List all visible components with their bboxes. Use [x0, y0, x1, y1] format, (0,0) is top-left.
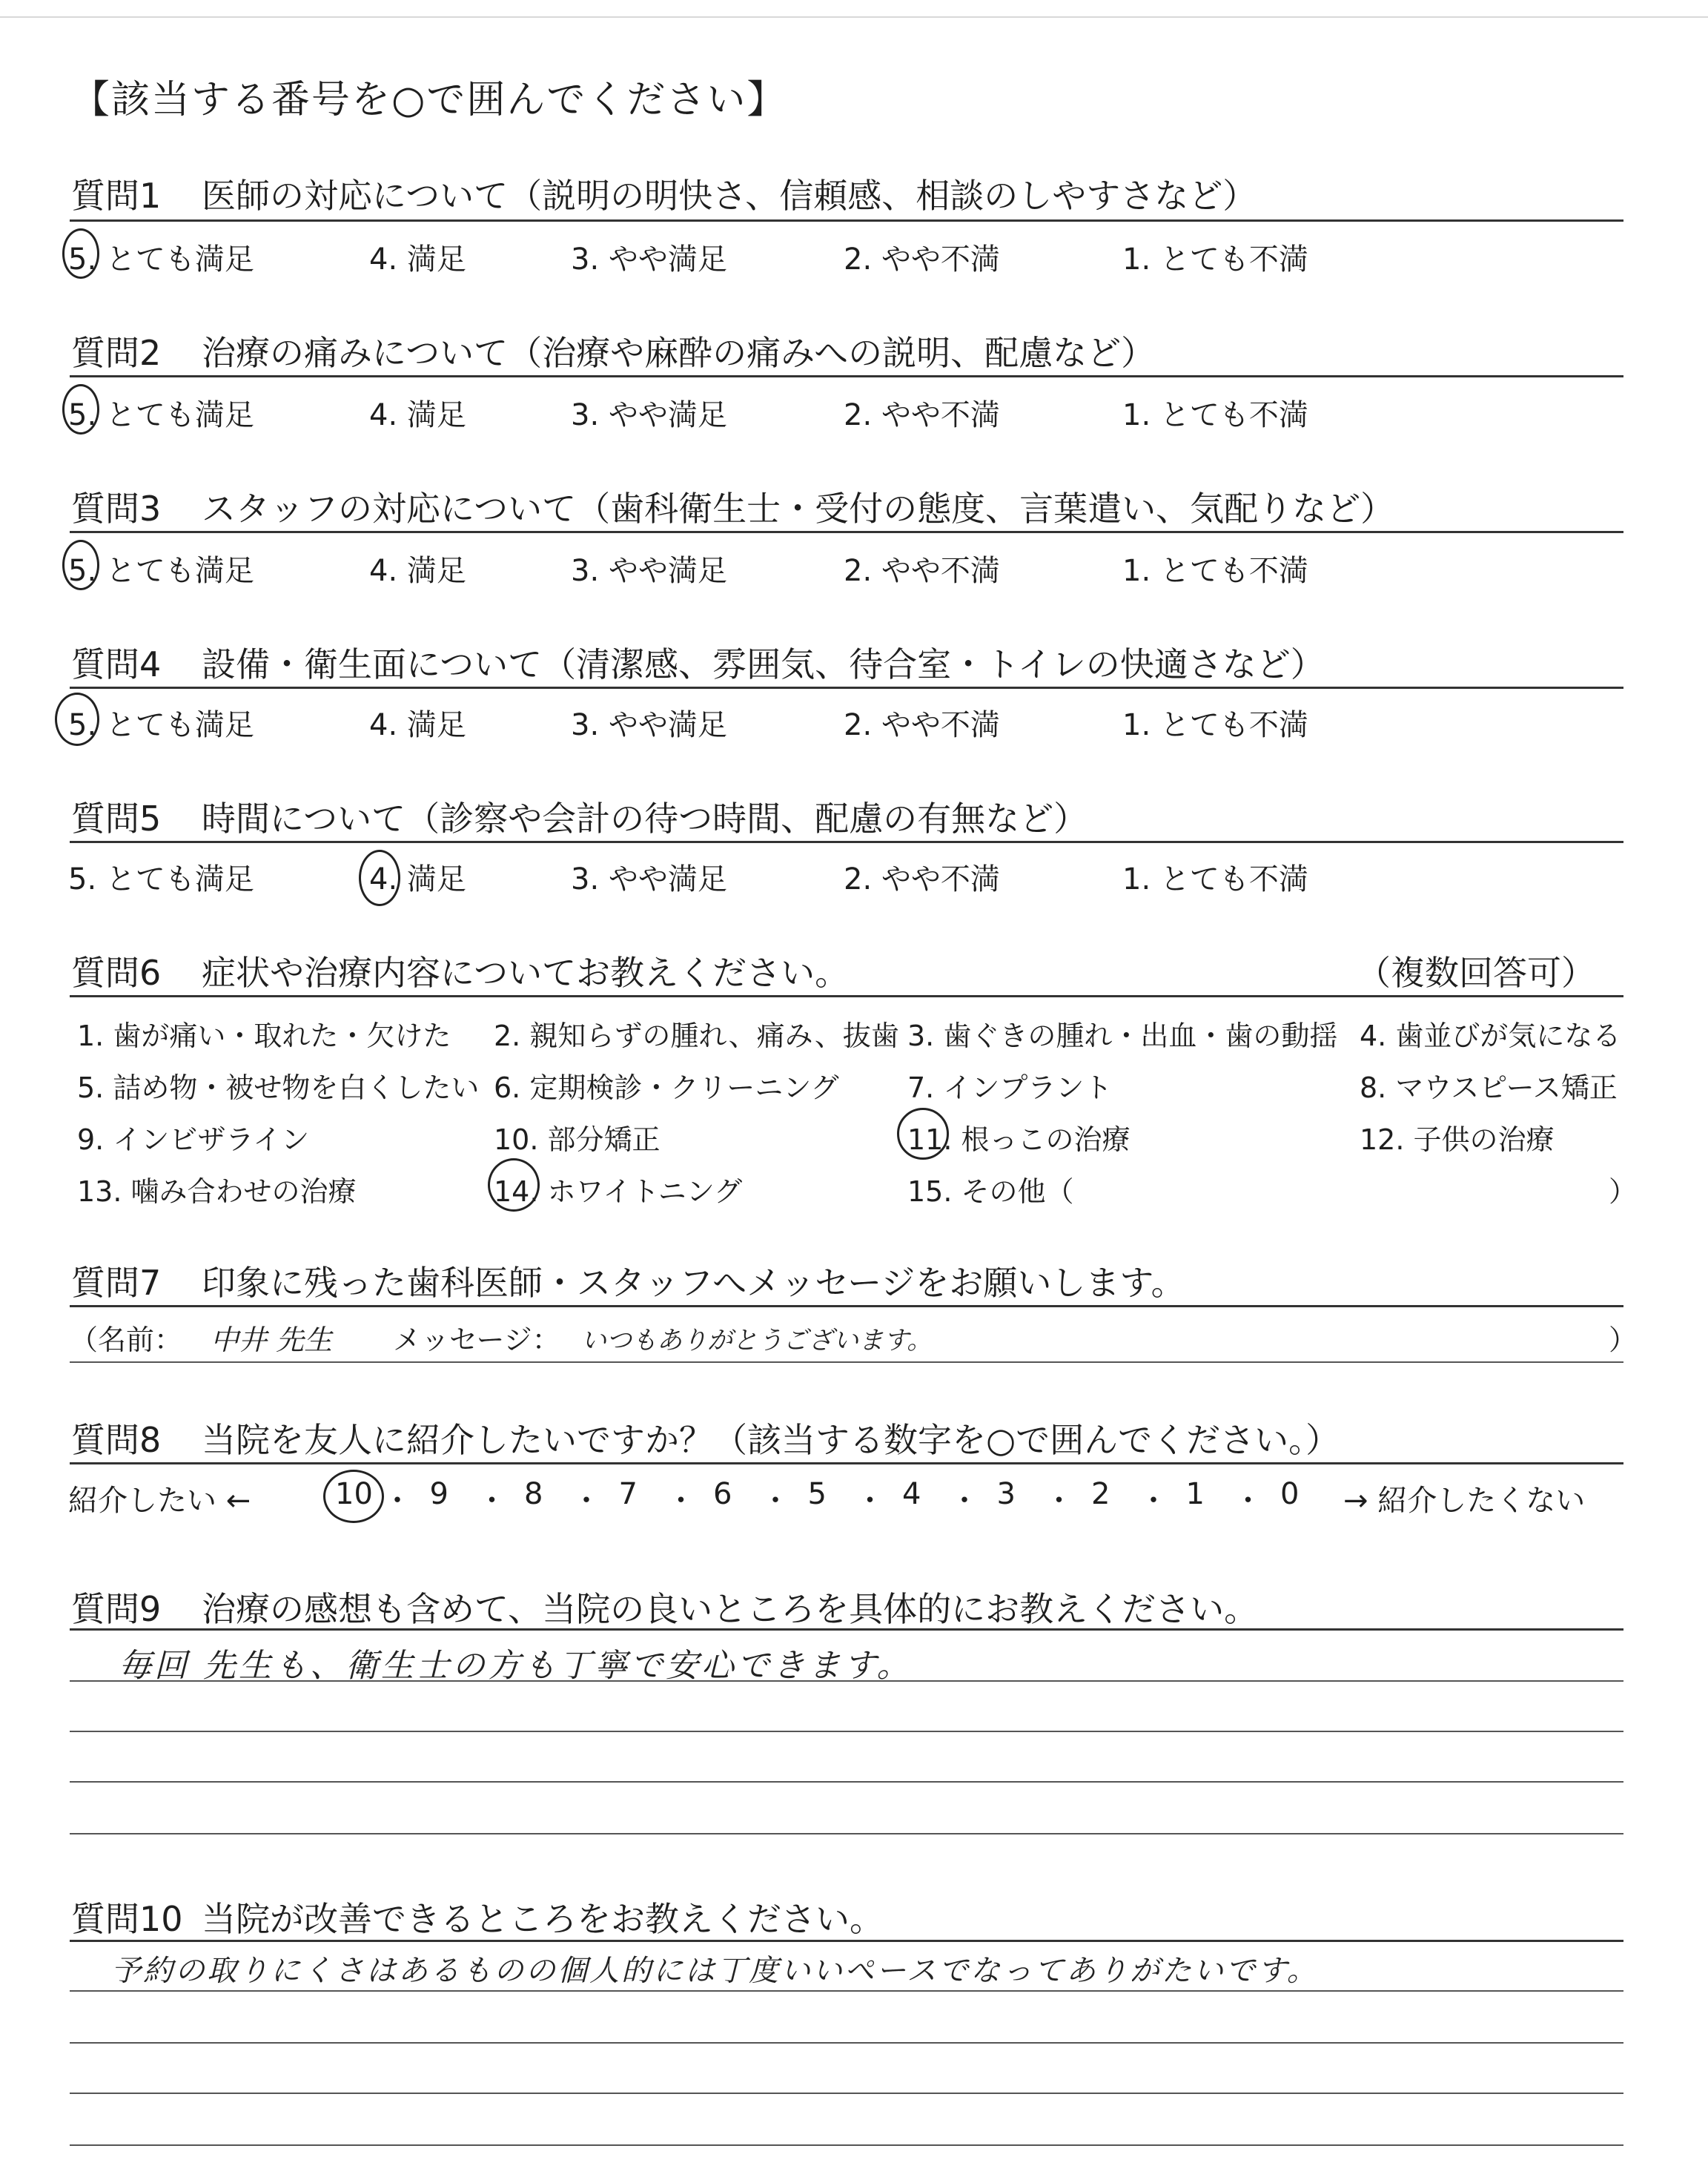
q5-option-1[interactable]: 1. とても不満 [1122, 862, 1308, 896]
q4-text: 設備・衛生面について（清潔感、雰囲気、待合室・トイレの快適さなど） [202, 644, 1325, 684]
q8-right-label: → 紹介したくない [1343, 1484, 1586, 1518]
q8-scale-dot: ・ [477, 1484, 507, 1518]
q6-option-13[interactable]: 13. 噛み合わせの治療 [77, 1175, 357, 1208]
q5-label: 質問5 [71, 799, 162, 839]
q6-option-1[interactable]: 1. 歯が痛い・取れた・欠けた [77, 1020, 451, 1052]
q6-text: 症状や治療内容についてお教えください。 [202, 953, 850, 993]
q8-label: 質問8 [71, 1420, 162, 1460]
q9-label: 質問9 [71, 1589, 162, 1629]
q10-rule [70, 1940, 1623, 1942]
q6-label: 質問6 [71, 953, 162, 993]
q7-rule [70, 1305, 1623, 1307]
q5-option-4[interactable]: 4. 満足 [369, 862, 466, 896]
q9-line-3 [70, 1781, 1623, 1783]
q6-option-9[interactable]: 9. インビザライン [77, 1123, 310, 1156]
q7-name-label: （名前： [70, 1324, 183, 1356]
q1-selection-circle [62, 228, 99, 279]
q8-scale-dot: ・ [761, 1484, 790, 1518]
q5-option-5[interactable]: 5. とても満足 [68, 862, 254, 896]
q9-line-4 [70, 1833, 1623, 1834]
q1-option-5[interactable]: 5. とても満足 [68, 242, 254, 277]
q6-option-11-circle [897, 1108, 949, 1160]
q10-line-1 [70, 1990, 1623, 1992]
q9-rule [70, 1628, 1623, 1631]
q8-scale-dot: ・ [1044, 1484, 1074, 1518]
q3-option-5[interactable]: 5. とても満足 [68, 554, 254, 588]
q7-message-value[interactable]: いつもありがとうございます。 [581, 1326, 933, 1355]
q1-option-1[interactable]: 1. とても不満 [1122, 242, 1308, 277]
q1-option-4[interactable]: 4. 満足 [369, 242, 466, 277]
q2-label: 質問2 [71, 333, 162, 373]
q9-line-1 [70, 1680, 1623, 1682]
q7-label: 質問7 [71, 1263, 162, 1303]
q2-option-1[interactable]: 1. とても不満 [1122, 398, 1308, 432]
q4-option-2[interactable]: 2. やや不満 [844, 708, 1000, 742]
q3-rule [70, 531, 1623, 533]
q8-scale-2[interactable]: 2 [1091, 1477, 1110, 1511]
q10-label: 質問10 [71, 1899, 183, 1939]
q8-scale-dot: ・ [855, 1484, 885, 1518]
q3-option-2[interactable]: 2. やや不満 [844, 554, 1000, 588]
q4-option-3[interactable]: 3. やや満足 [571, 708, 727, 742]
q8-scale-dot: ・ [1233, 1484, 1263, 1518]
q3-option-3[interactable]: 3. やや満足 [571, 554, 727, 588]
q1-label: 質問1 [71, 176, 162, 216]
q4-label: 質問4 [71, 644, 162, 684]
q10-line-3 [70, 2093, 1623, 2094]
q10-line-4 [70, 2144, 1623, 2146]
top-border [0, 16, 1708, 18]
q7-answer-rule [70, 1361, 1623, 1363]
q8-scale-1[interactable]: 1 [1185, 1477, 1205, 1511]
q5-option-3[interactable]: 3. やや満足 [571, 862, 727, 896]
form-title: 【該当する番号を○で囲んでください】 [71, 78, 787, 122]
q8-scale-dot: ・ [1139, 1484, 1168, 1518]
q8-rule [70, 1462, 1623, 1464]
q6-rule [70, 995, 1623, 997]
q6-option-2[interactable]: 2. 親知らずの腫れ、痛み、抜歯 [494, 1020, 899, 1052]
q6-option-15-close: ） [1609, 1175, 1638, 1208]
q9-answer[interactable]: 毎回 先生も、衛生士の方も丁寧で安心できます。 [119, 1647, 913, 1685]
q8-scale-dot: ・ [572, 1484, 601, 1518]
q2-text: 治療の痛みについて（治療や麻酔の痛みへの説明、配慮など） [202, 333, 1156, 373]
q4-option-1[interactable]: 1. とても不満 [1122, 708, 1308, 742]
q2-rule [70, 375, 1623, 377]
q5-selection-circle [359, 850, 400, 906]
q6-option-5[interactable]: 5. 詰め物・被せ物を白くしたい [77, 1071, 480, 1104]
q8-scale-dot: ・ [383, 1484, 412, 1518]
q8-scale-10[interactable]: 10 [335, 1477, 373, 1511]
q10-text: 当院が改善できるところをお教えください。 [202, 1899, 884, 1939]
q6-option-8[interactable]: 8. マウスピース矯正 [1360, 1071, 1618, 1104]
q6-option-12[interactable]: 12. 子供の治療 [1360, 1123, 1555, 1156]
q8-scale-dot: ・ [666, 1484, 696, 1518]
q6-option-14[interactable]: 14. ホワイトニング [494, 1175, 743, 1208]
q1-text: 医師の対応について（説明の明快さ、信頼感、相談のしやすさなど） [202, 176, 1257, 216]
q2-selection-circle [62, 384, 99, 435]
q4-rule [70, 687, 1623, 689]
q6-option-7[interactable]: 7. インプラント [907, 1071, 1113, 1104]
q6-option-14-circle [488, 1158, 540, 1212]
q6-option-15[interactable]: 15. その他（ [907, 1175, 1074, 1208]
q8-scale-3[interactable]: 3 [996, 1477, 1016, 1511]
q7-close-paren: ） [1609, 1324, 1638, 1356]
q4-selection-circle [55, 693, 99, 746]
q6-option-6[interactable]: 6. 定期検診・クリーニング [494, 1071, 839, 1104]
q8-scale-9[interactable]: 9 [429, 1477, 448, 1511]
q6-note: （複数回答可） [1357, 953, 1595, 993]
q9-text: 治療の感想も含めて、当院の良いところを具体的にお教えください。 [202, 1589, 1259, 1629]
q6-option-3[interactable]: 3. 歯ぐきの腫れ・出血・歯の動揺 [907, 1020, 1338, 1052]
q3-selection-circle [62, 540, 99, 590]
q1-option-2[interactable]: 2. やや不満 [844, 242, 1000, 277]
q1-option-3[interactable]: 3. やや満足 [571, 242, 727, 277]
q8-selection-circle [323, 1470, 384, 1523]
q9-line-2 [70, 1731, 1623, 1732]
q5-rule [70, 841, 1623, 843]
q1-rule [70, 219, 1623, 222]
q8-left-label: 紹介したい ← [68, 1484, 251, 1518]
q8-scale-4[interactable]: 4 [902, 1477, 921, 1511]
q4-option-5[interactable]: 5. とても満足 [68, 708, 254, 742]
q8-scale-8[interactable]: 8 [524, 1477, 543, 1511]
q7-name-value[interactable]: 中井 先生 [211, 1324, 333, 1356]
q7-message-label: メッセージ： [393, 1324, 560, 1356]
q6-option-11[interactable]: 11. 根っこの治療 [907, 1123, 1131, 1156]
q10-line-2 [70, 2042, 1623, 2044]
q10-answer[interactable]: 予約の取りにくさはあるものの個人的には丁度いいペースでなってありがたいです。 [111, 1954, 1319, 1988]
q8-scale-5[interactable]: 5 [807, 1477, 827, 1511]
q8-scale-dot: ・ [950, 1484, 979, 1518]
q8-scale-6[interactable]: 6 [713, 1477, 732, 1511]
q5-text: 時間について（診察や会計の待つ時間、配慮の有無など） [202, 799, 1088, 839]
q3-label: 質問3 [71, 489, 162, 529]
q3-option-1[interactable]: 1. とても不満 [1122, 554, 1308, 588]
q3-text: スタッフの対応について（歯科衛生士・受付の態度、言葉遣い、気配りなど） [202, 489, 1395, 529]
q3-option-4[interactable]: 4. 満足 [369, 554, 466, 588]
q2-option-3[interactable]: 3. やや満足 [571, 398, 727, 432]
q2-option-4[interactable]: 4. 満足 [369, 398, 466, 432]
q8-scale-0[interactable]: 0 [1280, 1477, 1300, 1511]
q2-option-5[interactable]: 5. とても満足 [68, 398, 254, 432]
q4-option-4[interactable]: 4. 満足 [369, 708, 466, 742]
q8-scale-7[interactable]: 7 [618, 1477, 638, 1511]
q7-text: 印象に残った歯科医師・スタッフへメッセージをお願いします。 [202, 1263, 1185, 1303]
q2-option-2[interactable]: 2. やや不満 [844, 398, 1000, 432]
q8-text: 当院を友人に紹介したいですか？（該当する数字を○で囲んでください。） [202, 1420, 1340, 1460]
q6-option-10[interactable]: 10. 部分矯正 [494, 1123, 661, 1156]
q6-option-4[interactable]: 4. 歯並びが気になる [1360, 1020, 1621, 1052]
q5-option-2[interactable]: 2. やや不満 [844, 862, 1000, 896]
